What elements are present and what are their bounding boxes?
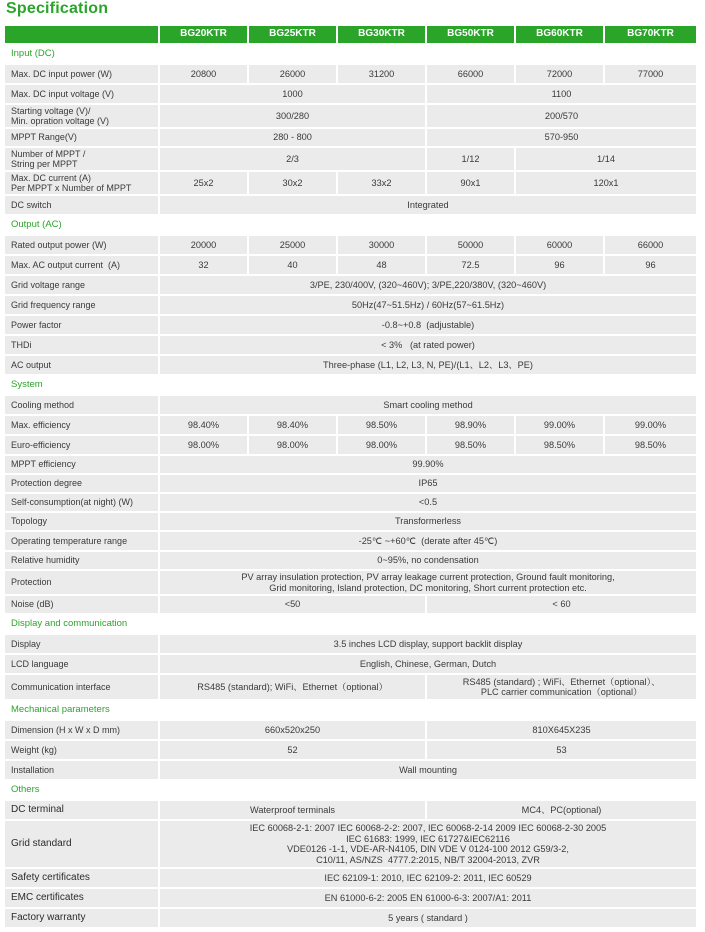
model-header: BG60KTR	[516, 26, 605, 45]
model-header: BG30KTR	[338, 26, 427, 45]
table-row	[5, 172, 698, 196]
row-label: Max. DC input voltage (V)	[5, 85, 160, 105]
cell: 25x2	[160, 172, 249, 196]
cell: 48	[338, 256, 427, 276]
section-header	[5, 45, 698, 65]
cell: 90x1	[427, 172, 516, 196]
cell: 77000	[605, 65, 698, 85]
cell-line: PLC carrier communication（optional）	[480, 687, 643, 697]
cell: <50	[160, 596, 427, 615]
row-label	[5, 172, 160, 196]
cell: 26000	[249, 65, 338, 85]
cell: 1/12	[427, 148, 516, 172]
cell: 31200	[338, 65, 427, 85]
cell: 40	[249, 256, 338, 276]
cell: 52	[160, 741, 427, 761]
row-label: MPPT Range(V)	[5, 129, 160, 148]
cell: 5 years ( standard )	[160, 909, 698, 929]
table-row	[5, 475, 698, 494]
table-row	[5, 256, 698, 276]
section-header	[5, 376, 698, 396]
cell: < 3% (at rated power)	[160, 336, 698, 356]
cell: -25℃ ~+60℃ (derate after 45℃)	[160, 532, 698, 552]
row-label: Weight (kg)	[5, 741, 160, 761]
row-label: Max. AC output current (A)	[5, 256, 160, 276]
row-label: Grid standard	[5, 821, 160, 869]
cell: 25000	[249, 236, 338, 256]
row-label: DC switch	[5, 196, 160, 216]
cell	[160, 821, 698, 869]
cell: 20000	[160, 236, 249, 256]
section-title: Others	[5, 781, 698, 801]
table-row	[5, 456, 698, 475]
section-title: System	[5, 376, 698, 396]
cell: 96	[605, 256, 698, 276]
section-header	[5, 781, 698, 801]
cell: 98.00%	[160, 436, 249, 456]
cell: RS485 (standard); WiFi、Ethernet（optional）	[160, 675, 427, 701]
cell: 98.50%	[427, 436, 516, 456]
row-label: Safety certificates	[5, 869, 160, 889]
row-label-line: Per MPPT x Number of MPPT	[11, 183, 132, 193]
cell: 30x2	[249, 172, 338, 196]
row-label: DC terminal	[5, 801, 160, 821]
table-row	[5, 196, 698, 216]
cell: 60000	[516, 236, 605, 256]
row-label: MPPT efficiency	[5, 456, 160, 475]
cell: 32	[160, 256, 249, 276]
cell-line: VDE0126 -1-1, VDE-AR-N4105, DIN VDE V 0124-100 2012 G59/3-2,	[287, 844, 569, 854]
table-row	[5, 336, 698, 356]
cell: 98.00%	[338, 436, 427, 456]
row-label: Relative humidity	[5, 552, 160, 571]
section-title: Output (AC)	[5, 216, 698, 236]
cell: 3/PE, 230/400V, (320~460V); 3/PE,220/380V, (320~460V)	[160, 276, 698, 296]
model-header: BG50KTR	[427, 26, 516, 45]
table-row	[5, 316, 698, 336]
model-header: BG20KTR	[160, 26, 249, 45]
cell: 72.5	[427, 256, 516, 276]
cell: 98.90%	[427, 416, 516, 436]
cell: 53	[427, 741, 698, 761]
cell-line: IEC 60068-2-1: 2007 IEC 60068-2-2: 2007, IEC 60068-2-14 2009 IEC 60068-2-30 2005	[249, 823, 607, 833]
cell: 50Hz(47~51.5Hz) / 60Hz(57~61.5Hz)	[160, 296, 698, 316]
row-label: Max. DC input power (W)	[5, 65, 160, 85]
cell: 99.00%	[516, 416, 605, 436]
cell: 2/3	[160, 148, 427, 172]
cell-line: RS485 (standard) ; WiFi、Ethernet（optional）、	[462, 676, 661, 687]
cell: 3.5 inches LCD display, support backlit display	[160, 635, 698, 655]
cell: 1100	[427, 85, 698, 105]
cell: 0~95%, no condensation	[160, 552, 698, 571]
table-row	[5, 596, 698, 615]
cell: Smart cooling method	[160, 396, 698, 416]
cell: 98.40%	[249, 416, 338, 436]
page-title: Specification	[6, 0, 109, 17]
table-row	[5, 236, 698, 256]
row-label: AC output	[5, 356, 160, 376]
cell: 120x1	[516, 172, 698, 196]
row-label-line: Max. DC current (A)	[11, 172, 92, 183]
cell: 98.40%	[160, 416, 249, 436]
cell: 66000	[605, 236, 698, 256]
table-row	[5, 889, 698, 909]
cell: Wall mounting	[160, 761, 698, 781]
section-header	[5, 615, 698, 635]
cell-line: PV array insulation protection, PV array leakage current protection, Ground fault monitoring,	[241, 572, 615, 582]
specification-table	[5, 26, 698, 929]
table-row	[5, 416, 698, 436]
cell: 20800	[160, 65, 249, 85]
section-title: Display and communication	[5, 615, 698, 635]
cell: 810X645X235	[427, 721, 698, 741]
cell: Waterproof terminals	[160, 801, 427, 821]
cell: 66000	[427, 65, 516, 85]
section-header	[5, 216, 698, 236]
row-label: LCD language	[5, 655, 160, 675]
header-corner	[5, 26, 160, 45]
cell: 99.90%	[160, 456, 698, 475]
cell: 30000	[338, 236, 427, 256]
table-row	[5, 741, 698, 761]
cell: Transformerless	[160, 513, 698, 532]
row-label: Self-consumption(at night) (W)	[5, 494, 160, 513]
cell: 99.00%	[605, 416, 698, 436]
table-header-row	[5, 26, 698, 45]
cell: 96	[516, 256, 605, 276]
table-row	[5, 494, 698, 513]
table-row	[5, 85, 698, 105]
table-row	[5, 129, 698, 148]
row-label: Max. efficiency	[5, 416, 160, 436]
cell: 98.50%	[605, 436, 698, 456]
cell: 300/280	[160, 105, 427, 129]
table-row	[5, 869, 698, 889]
row-label: Dimension (H x W x D mm)	[5, 721, 160, 741]
table-row	[5, 276, 698, 296]
cell: Three-phase (L1, L2, L3, N, PE)/(L1、L2、L3、PE)	[160, 356, 698, 376]
row-label: Euro-efficiency	[5, 436, 160, 456]
row-label-line: String per MPPT	[11, 159, 78, 169]
cell: Integrated	[160, 196, 698, 216]
row-label: Protection	[5, 571, 160, 596]
cell-line: IEC 61683: 1999, IEC 61727&IEC62116	[346, 833, 510, 844]
table-row	[5, 635, 698, 655]
table-row	[5, 148, 698, 172]
table-row	[5, 105, 698, 129]
cell: IP65	[160, 475, 698, 494]
table-row	[5, 513, 698, 532]
cell: English, Chinese, German, Dutch	[160, 655, 698, 675]
table-row	[5, 675, 698, 701]
table-row	[5, 552, 698, 571]
table-row	[5, 396, 698, 416]
row-label	[5, 148, 160, 172]
cell: 1/14	[516, 148, 698, 172]
cell	[160, 571, 698, 596]
cell: 98.00%	[249, 436, 338, 456]
row-label: Installation	[5, 761, 160, 781]
table-row	[5, 655, 698, 675]
table-row	[5, 532, 698, 552]
cell-line: C10/11, AS/NZS 4777.2:2015, NB/T 32004-2013, ZVR	[316, 854, 540, 865]
cell-line: Grid monitoring, Island protection, DC monitoring, Short current protection etc.	[269, 582, 587, 593]
cell: <0.5	[160, 494, 698, 513]
table-row	[5, 436, 698, 456]
row-label: Topology	[5, 513, 160, 532]
cell: 50000	[427, 236, 516, 256]
cell: < 60	[427, 596, 698, 615]
cell: 33x2	[338, 172, 427, 196]
row-label: Protection degree	[5, 475, 160, 494]
cell: EN 61000-6-2: 2005 EN 61000-6-3: 2007/A1: 2011	[160, 889, 698, 909]
table-row	[5, 761, 698, 781]
cell: 200/570	[427, 105, 698, 129]
section-title: Mechanical parameters	[5, 701, 698, 721]
row-label: Rated output power (W)	[5, 236, 160, 256]
table-row	[5, 296, 698, 316]
row-label-line: Starting voltage (V)/	[11, 105, 91, 116]
row-label-line: Min. opration voltage (V)	[11, 116, 110, 126]
cell: -0.8~+0.8 (adjustable)	[160, 316, 698, 336]
table-row	[5, 571, 698, 596]
row-label: THDi	[5, 336, 160, 356]
row-label: EMC certificates	[5, 889, 160, 909]
table-row	[5, 721, 698, 741]
table-row	[5, 909, 698, 929]
row-label: Factory warranty	[5, 909, 160, 929]
row-label: Display	[5, 635, 160, 655]
row-label: Grid frequency range	[5, 296, 160, 316]
table-row	[5, 821, 698, 869]
table-row	[5, 801, 698, 821]
row-label: Power factor	[5, 316, 160, 336]
cell: 1000	[160, 85, 427, 105]
cell: 98.50%	[516, 436, 605, 456]
section-header	[5, 701, 698, 721]
cell	[427, 675, 698, 701]
cell: 570-950	[427, 129, 698, 148]
row-label-line: Number of MPPT /	[11, 148, 86, 159]
cell: 98.50%	[338, 416, 427, 436]
table-row	[5, 356, 698, 376]
model-header: BG25KTR	[249, 26, 338, 45]
cell: 280 - 800	[160, 129, 427, 148]
model-header: BG70KTR	[605, 26, 698, 45]
row-label: Operating temperature range	[5, 532, 160, 552]
cell: 72000	[516, 65, 605, 85]
row-label: Cooling method	[5, 396, 160, 416]
row-label: Communication interface	[5, 675, 160, 701]
cell: MC4、PC(optional)	[427, 801, 698, 821]
table-row	[5, 65, 698, 85]
section-title: Input (DC)	[5, 45, 698, 65]
cell: IEC 62109-1: 2010, IEC 62109-2: 2011, IEC 60529	[160, 869, 698, 889]
row-label	[5, 105, 160, 129]
row-label: Noise (dB)	[5, 596, 160, 615]
cell: 660x520x250	[160, 721, 427, 741]
row-label: Grid voltage range	[5, 276, 160, 296]
